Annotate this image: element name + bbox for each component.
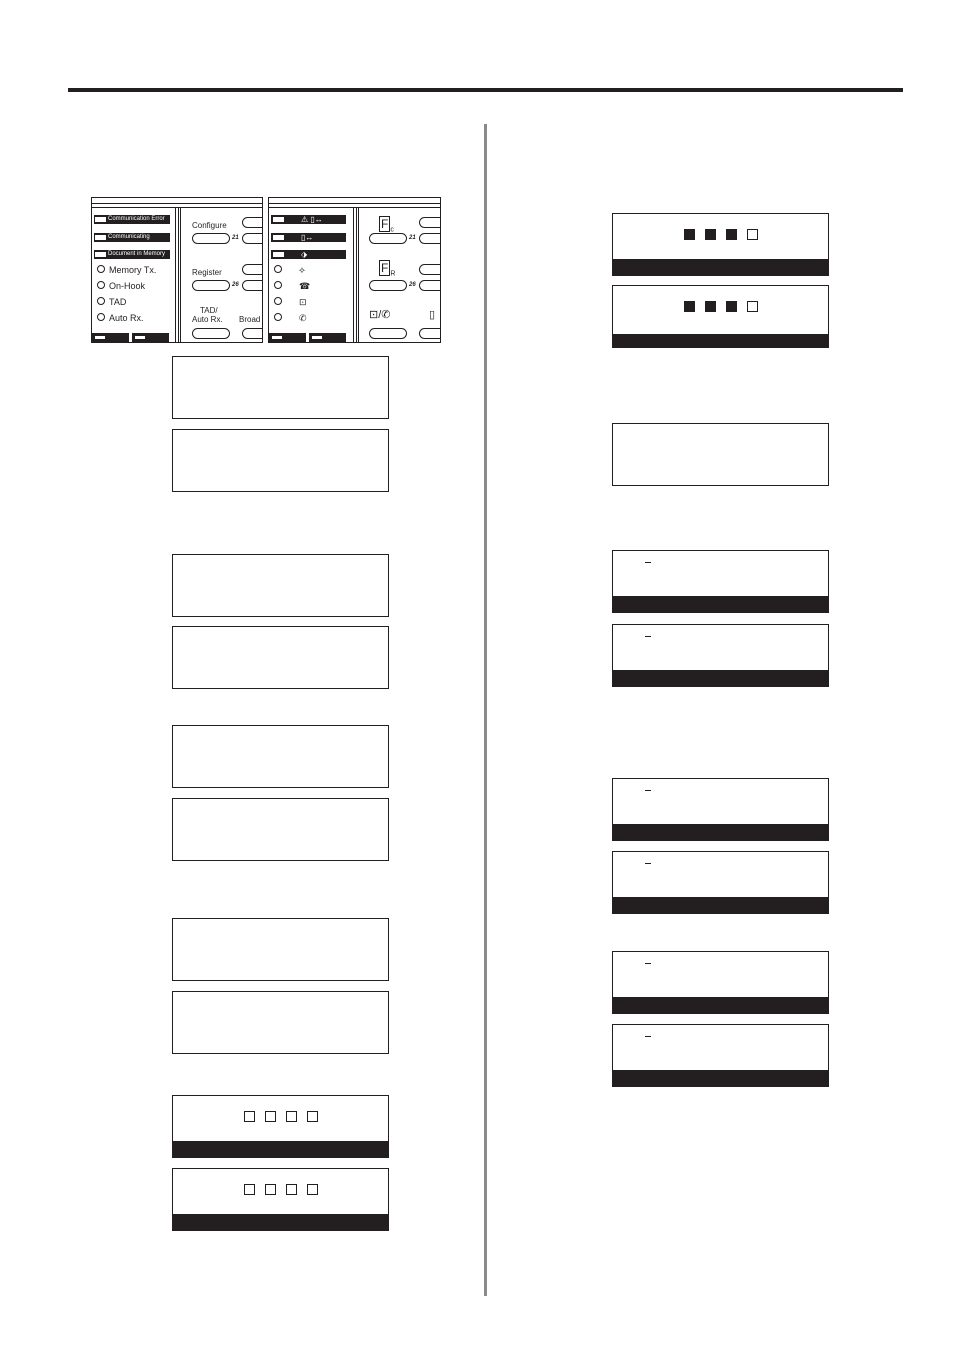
code-boxes bbox=[173, 1184, 388, 1195]
fc-label: F $_c$ bbox=[381, 217, 394, 234]
status-bar-document bbox=[271, 233, 346, 242]
broadcast-label: Broad bbox=[239, 315, 261, 324]
speed-dial-key-lower[interactable] bbox=[242, 280, 263, 291]
status-communicating: Communicating bbox=[94, 233, 170, 242]
display-status-bar bbox=[613, 1070, 828, 1086]
document-key-icon: ⬗ bbox=[301, 250, 308, 259]
display-status-bar bbox=[613, 596, 828, 612]
speed-dial-key-top[interactable] bbox=[242, 217, 263, 228]
telephone-icon: ☎ bbox=[299, 281, 311, 291]
display-code-entry-empty-2 bbox=[172, 1168, 389, 1231]
configure-button[interactable] bbox=[192, 233, 230, 244]
fr-button[interactable] bbox=[369, 280, 407, 291]
document-icon: ▯↔ bbox=[301, 233, 314, 242]
handset-icon: ✆ bbox=[299, 313, 307, 323]
key-number-21-right: 21 bbox=[409, 235, 416, 241]
auto-rx-label: Auto Rx. bbox=[192, 315, 223, 324]
column-divider bbox=[484, 124, 487, 1296]
register-label: Register bbox=[192, 268, 222, 277]
display-panel bbox=[172, 626, 389, 689]
page-button[interactable] bbox=[419, 328, 441, 339]
display-status-bar bbox=[173, 1214, 388, 1230]
display-status-bar bbox=[613, 334, 828, 347]
fr-label: F $_R$ bbox=[381, 261, 396, 278]
display-panel bbox=[172, 725, 389, 788]
panel-foot-key-4 bbox=[309, 333, 346, 342]
tad-auto-rx-button[interactable] bbox=[192, 328, 230, 339]
speed-key-right-3[interactable] bbox=[419, 280, 441, 291]
warning-icon: ⚠ ▯↔ bbox=[301, 215, 323, 224]
led-row-arrows bbox=[274, 265, 286, 275]
led-row-handset bbox=[274, 313, 286, 323]
status-communication-error: Communication Error bbox=[94, 215, 170, 224]
key-number-26: 26 bbox=[232, 282, 239, 288]
display-status-bar bbox=[613, 897, 828, 913]
display-panel bbox=[172, 356, 389, 419]
tape-icon: ⊡ bbox=[299, 297, 307, 307]
display-panel bbox=[172, 991, 389, 1054]
panel-foot-key-2 bbox=[132, 333, 169, 342]
display-panel bbox=[172, 798, 389, 861]
display-cursor-entry bbox=[612, 778, 829, 841]
panel-foot-key-3 bbox=[269, 333, 306, 342]
operation-panel-right bbox=[268, 197, 441, 343]
display-panel bbox=[172, 429, 389, 492]
speed-dial-key-upper[interactable] bbox=[242, 233, 263, 244]
tape-handset-button[interactable] bbox=[369, 328, 407, 339]
speed-key-right-2[interactable] bbox=[419, 264, 441, 275]
display-status-bar bbox=[613, 997, 828, 1013]
arrows-icon: ⟡ bbox=[299, 265, 305, 275]
panel-foot-key-1 bbox=[92, 333, 129, 342]
speed-key-right-1[interactable] bbox=[419, 233, 441, 244]
display-cursor-entry bbox=[612, 1024, 829, 1087]
display-status-bar bbox=[613, 670, 828, 686]
text-cursor bbox=[645, 1036, 651, 1037]
register-button[interactable] bbox=[192, 280, 230, 291]
text-cursor bbox=[645, 863, 651, 864]
text-cursor bbox=[645, 963, 651, 964]
configure-label: Configure bbox=[192, 221, 227, 230]
display-cursor-entry bbox=[612, 851, 829, 914]
display-status-bar bbox=[613, 824, 828, 840]
display-panel bbox=[172, 554, 389, 617]
display-code-entry-filled-2 bbox=[612, 285, 829, 348]
key-number-21: 21 bbox=[232, 235, 239, 241]
display-code-entry-filled-1 bbox=[612, 213, 829, 276]
fc-button[interactable] bbox=[369, 233, 407, 244]
text-cursor bbox=[645, 562, 651, 563]
display-cursor-entry bbox=[612, 624, 829, 687]
page-icon: ▯ bbox=[429, 309, 436, 321]
display-cursor-entry bbox=[612, 550, 829, 613]
display-status-bar bbox=[173, 1141, 388, 1157]
tad-label: TAD/ bbox=[200, 306, 218, 315]
status-document-in-memory: Document in Memory bbox=[94, 250, 170, 259]
tape-handset-icon: ⊡/✆ bbox=[369, 309, 391, 321]
display-panel bbox=[172, 918, 389, 981]
code-boxes bbox=[613, 301, 828, 312]
led-tad: TAD bbox=[97, 297, 126, 307]
led-on-hook: On-Hook bbox=[97, 281, 145, 291]
status-bar-warning bbox=[271, 215, 346, 224]
code-boxes bbox=[613, 229, 828, 240]
led-auto-rx: Auto Rx. bbox=[97, 313, 144, 323]
status-bar-document-key bbox=[271, 250, 346, 259]
display-code-entry-empty-1 bbox=[172, 1095, 389, 1158]
code-boxes bbox=[173, 1111, 388, 1122]
led-row-telephone bbox=[274, 281, 286, 291]
broadcast-button[interactable] bbox=[242, 328, 263, 339]
operation-panel-left bbox=[91, 197, 263, 343]
speed-dial-key-mid[interactable] bbox=[242, 264, 263, 275]
text-cursor bbox=[645, 790, 651, 791]
text-cursor bbox=[645, 636, 651, 637]
led-memory-tx: Memory Tx. bbox=[97, 265, 156, 275]
display-cursor-entry bbox=[612, 951, 829, 1014]
top-rule bbox=[68, 88, 903, 92]
speed-key-right-0[interactable] bbox=[419, 217, 441, 228]
display-status-bar bbox=[613, 259, 828, 275]
led-row-tape bbox=[274, 297, 286, 307]
display-panel bbox=[612, 423, 829, 486]
key-number-26-right: 26 bbox=[409, 282, 416, 288]
